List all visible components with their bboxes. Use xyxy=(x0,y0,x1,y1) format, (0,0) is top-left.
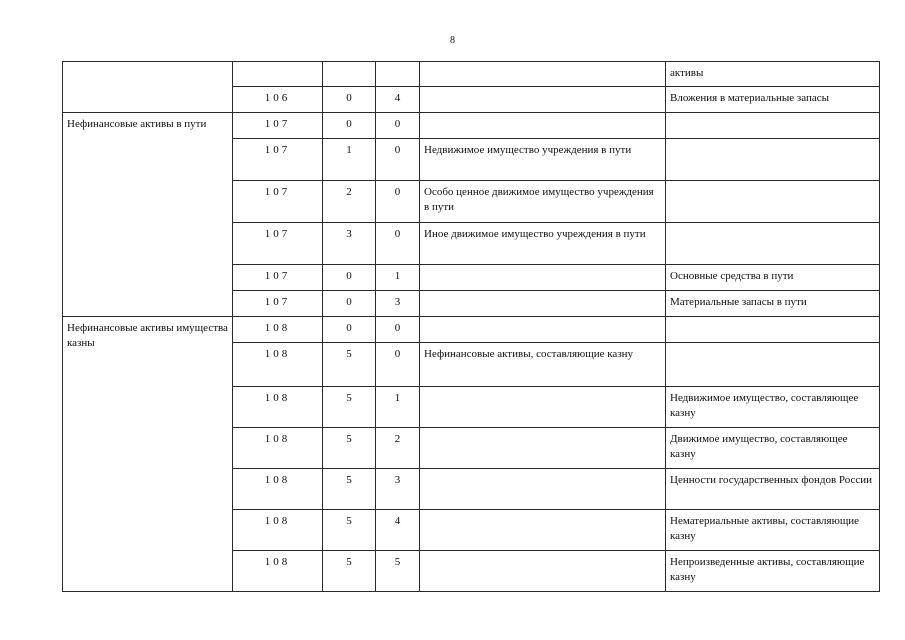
synthetic-code-cell: 108 xyxy=(233,510,323,551)
note-cell xyxy=(666,181,880,223)
description-cell xyxy=(420,469,666,510)
analytic-code-cell: 1 xyxy=(323,139,376,181)
synthetic-code-cell: 108 xyxy=(233,343,323,387)
sub-code-cell: 0 xyxy=(376,317,420,343)
description-cell xyxy=(420,551,666,592)
analytic-code-cell: 0 xyxy=(323,317,376,343)
analytic-code-cell: 5 xyxy=(323,469,376,510)
description-cell: Недвижимое имущество учреждения в пути xyxy=(420,139,666,181)
group-cell: Нефинансовые активы имущества казны xyxy=(63,317,233,592)
note-cell: Непроизведенные активы, составляющие казну xyxy=(666,551,880,592)
description-cell xyxy=(420,510,666,551)
note-cell: Вложения в материальные запасы xyxy=(666,87,880,113)
analytic-code-cell: 5 xyxy=(323,387,376,428)
synthetic-code-cell: 107 xyxy=(233,265,323,291)
sub-code-cell xyxy=(376,62,420,87)
synthetic-code-cell: 108 xyxy=(233,428,323,469)
analytic-code-cell: 5 xyxy=(323,428,376,469)
synthetic-code-cell: 108 xyxy=(233,469,323,510)
sub-code-cell: 0 xyxy=(376,139,420,181)
sub-code-cell: 4 xyxy=(376,510,420,551)
sub-code-cell: 3 xyxy=(376,291,420,317)
synthetic-code-cell: 108 xyxy=(233,387,323,428)
analytic-code-cell: 0 xyxy=(323,113,376,139)
description-cell xyxy=(420,428,666,469)
description-cell xyxy=(420,62,666,87)
synthetic-code-cell: 108 xyxy=(233,551,323,592)
note-cell: Основные средства в пути xyxy=(666,265,880,291)
description-cell xyxy=(420,265,666,291)
note-cell: Движимое имущество, составляющее казну xyxy=(666,428,880,469)
sub-code-cell: 1 xyxy=(376,265,420,291)
synthetic-code-cell: 108 xyxy=(233,317,323,343)
description-cell xyxy=(420,387,666,428)
accounts-table xyxy=(62,61,880,592)
sub-code-cell: 0 xyxy=(376,343,420,387)
page-number: 8 xyxy=(450,35,455,46)
description-cell xyxy=(420,291,666,317)
sub-code-cell: 2 xyxy=(376,428,420,469)
synthetic-code-cell: 107 xyxy=(233,181,323,223)
table-row xyxy=(63,113,880,139)
note-cell: Нематериальные активы, составляющие казну xyxy=(666,510,880,551)
note-cell: Ценности государственных фондов России xyxy=(666,469,880,510)
sub-code-cell: 3 xyxy=(376,469,420,510)
note-cell xyxy=(666,139,880,181)
sub-code-cell: 4 xyxy=(376,87,420,113)
synthetic-code-cell: 107 xyxy=(233,113,323,139)
analytic-code-cell: 2 xyxy=(323,181,376,223)
synthetic-code-cell: 106 xyxy=(233,87,323,113)
synthetic-code-cell: 107 xyxy=(233,139,323,181)
sub-code-cell: 0 xyxy=(376,113,420,139)
analytic-code-cell: 3 xyxy=(323,223,376,265)
analytic-code-cell: 0 xyxy=(323,291,376,317)
sub-code-cell: 0 xyxy=(376,223,420,265)
synthetic-code-cell: 107 xyxy=(233,291,323,317)
note-cell xyxy=(666,317,880,343)
analytic-code-cell: 0 xyxy=(323,87,376,113)
analytic-code-cell xyxy=(323,62,376,87)
note-cell xyxy=(666,343,880,387)
group-cell xyxy=(63,62,233,113)
analytic-code-cell: 5 xyxy=(323,343,376,387)
description-cell xyxy=(420,113,666,139)
synthetic-code-cell xyxy=(233,62,323,87)
description-cell: Нефинансовые активы, составляющие казну xyxy=(420,343,666,387)
sub-code-cell: 0 xyxy=(376,181,420,223)
group-cell: Нефинансовые активы в пути xyxy=(63,113,233,317)
table-row xyxy=(63,62,880,87)
analytic-code-cell: 5 xyxy=(323,551,376,592)
sub-code-cell: 1 xyxy=(376,387,420,428)
sub-code-cell: 5 xyxy=(376,551,420,592)
description-cell: Особо ценное движимое имущество учреждения в пути xyxy=(420,181,666,223)
note-cell: Материальные запасы в пути xyxy=(666,291,880,317)
note-cell: Недвижимое имущество, составляющее казну xyxy=(666,387,880,428)
description-cell xyxy=(420,87,666,113)
description-cell: Иное движимое имущество учреждения в пути xyxy=(420,223,666,265)
synthetic-code-cell: 107 xyxy=(233,223,323,265)
analytic-code-cell: 5 xyxy=(323,510,376,551)
note-cell xyxy=(666,113,880,139)
description-cell xyxy=(420,317,666,343)
note-cell xyxy=(666,223,880,265)
analytic-code-cell: 0 xyxy=(323,265,376,291)
table-row xyxy=(63,317,880,343)
note-cell: активы xyxy=(666,62,880,87)
